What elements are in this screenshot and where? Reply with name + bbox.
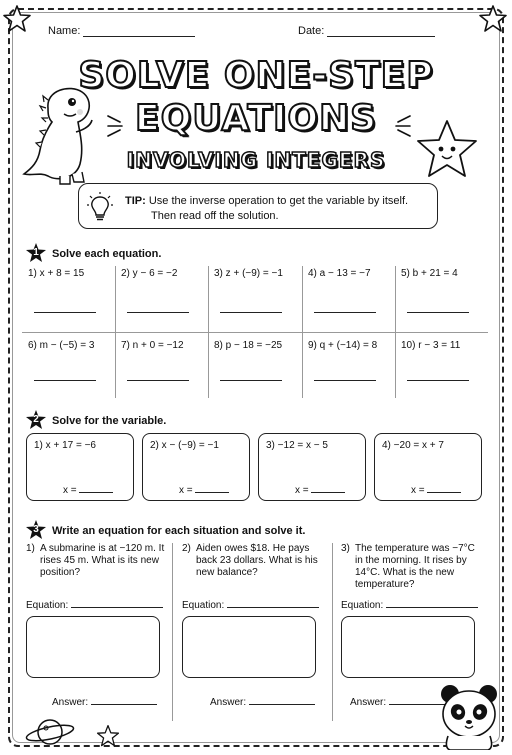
equation-cell bbox=[208, 338, 301, 404]
lightbulb-icon bbox=[87, 191, 113, 223]
section-1-number: 1 bbox=[33, 247, 39, 258]
equation-cell bbox=[22, 266, 115, 332]
name-label: Name: bbox=[48, 25, 81, 37]
title-line-3: INVOLVING INTEGERS bbox=[126, 148, 386, 172]
problem-text: The temperature was −7°C in the morning. It rises by 14°C. What is the new temperature? bbox=[355, 543, 475, 590]
equation-text: 8) p − 18 = −25 bbox=[214, 340, 283, 351]
answer-line[interactable] bbox=[34, 312, 96, 313]
variable-problem-box bbox=[26, 433, 134, 501]
equation-cell bbox=[115, 338, 208, 404]
equation-field[interactable] bbox=[26, 600, 163, 612]
answer-field[interactable] bbox=[210, 697, 315, 708]
answer-label: Answer: bbox=[210, 697, 247, 708]
equation-cell bbox=[395, 338, 488, 404]
equation-text: 3) −12 = x − 5 bbox=[266, 440, 328, 451]
variable-problem-box bbox=[142, 433, 250, 501]
star-character-icon bbox=[414, 118, 480, 182]
dinosaur-icon bbox=[18, 78, 110, 188]
equation-label: Equation: bbox=[341, 600, 384, 611]
section-2-number: 2 bbox=[33, 414, 39, 425]
answer-label: x = bbox=[63, 485, 77, 496]
work-box[interactable] bbox=[182, 616, 316, 678]
corner-star-icon bbox=[96, 724, 120, 748]
date-label: Date: bbox=[298, 25, 325, 37]
answer-label: Answer: bbox=[350, 697, 387, 708]
equation-cell bbox=[302, 266, 395, 332]
problem-text: A submarine is at −120 m. It rises 45 m. What is its new position? bbox=[40, 543, 165, 578]
equation-text: 9) q + (−14) = 8 bbox=[308, 340, 378, 351]
section-2-heading: Solve for the variable. bbox=[52, 415, 167, 427]
equation-field[interactable] bbox=[182, 600, 319, 612]
date-field[interactable] bbox=[298, 25, 435, 37]
grid-divider bbox=[22, 332, 488, 333]
tip-line-1: Use the inverse operation to get the variable by itself. bbox=[148, 195, 409, 207]
equation-text: 3) z + (−9) = −1 bbox=[214, 268, 283, 279]
equations-grid bbox=[22, 266, 488, 398]
equation-cell bbox=[22, 338, 115, 404]
answer-line[interactable] bbox=[220, 380, 282, 381]
equation-cell bbox=[115, 266, 208, 332]
answer-label: Answer: bbox=[52, 697, 89, 708]
answer-field[interactable] bbox=[411, 485, 461, 496]
equation-text: 10) r − 3 = 11 bbox=[401, 340, 461, 351]
answer-field[interactable] bbox=[52, 697, 157, 708]
equation-text: 2) x − (−9) = −1 bbox=[150, 440, 219, 451]
corner-star-icon bbox=[478, 4, 508, 34]
tip-box bbox=[78, 183, 438, 229]
equation-text: 1) x + 17 = −6 bbox=[34, 440, 96, 451]
sparkle-lines-icon bbox=[104, 112, 128, 140]
name-line[interactable] bbox=[83, 27, 195, 37]
section-2-number-badge bbox=[26, 410, 46, 430]
title-line-2: EQUATIONS bbox=[135, 98, 377, 139]
tip-text bbox=[125, 194, 435, 224]
equation-text: 7) n + 0 = −12 bbox=[121, 340, 184, 351]
equation-cell bbox=[395, 266, 488, 332]
equation-text: 4) −20 = x + 7 bbox=[382, 440, 444, 451]
column-divider bbox=[332, 543, 333, 721]
equation-label: Equation: bbox=[26, 600, 69, 611]
column-divider bbox=[172, 543, 173, 721]
equation-cell bbox=[208, 266, 301, 332]
answer-line[interactable] bbox=[127, 380, 189, 381]
section-3-number-badge bbox=[26, 520, 46, 540]
work-box[interactable] bbox=[341, 616, 475, 678]
answer-line[interactable] bbox=[127, 312, 189, 313]
section-3-heading: Write an equation for each situation and solve it. bbox=[52, 525, 306, 537]
problem-text: Aiden owes $18. He pays back 23 dollars. What is his new balance? bbox=[196, 543, 318, 578]
equation-text: 4) a − 13 = −7 bbox=[308, 268, 371, 279]
name-field[interactable] bbox=[48, 25, 195, 37]
section-1-number-badge bbox=[26, 243, 46, 263]
problem-number: 1) bbox=[26, 543, 35, 554]
sparkle-lines-icon bbox=[392, 112, 414, 140]
answer-field[interactable] bbox=[295, 485, 345, 496]
tip-label: TIP: bbox=[125, 195, 146, 207]
equation-text: 6) m − (−5) = 3 bbox=[28, 340, 95, 351]
problem-number: 3) bbox=[341, 543, 350, 554]
answer-line[interactable] bbox=[34, 380, 96, 381]
equation-label: Equation: bbox=[182, 600, 225, 611]
answer-label: x = bbox=[179, 485, 193, 496]
panda-icon bbox=[436, 682, 502, 750]
variable-problem-box bbox=[374, 433, 482, 501]
problem-number: 2) bbox=[182, 543, 191, 554]
title-line-1: SOLVE ONE-STEP bbox=[78, 55, 434, 96]
section-3-number: 3 bbox=[33, 524, 39, 535]
answer-field[interactable] bbox=[63, 485, 113, 496]
equation-cell bbox=[302, 338, 395, 404]
answer-line[interactable] bbox=[407, 380, 469, 381]
equation-text: 2) y − 6 = −2 bbox=[121, 268, 178, 279]
date-line[interactable] bbox=[327, 27, 435, 37]
planet-icon bbox=[24, 712, 78, 750]
answer-line[interactable] bbox=[220, 312, 282, 313]
variable-problem-box bbox=[258, 433, 366, 501]
tip-line-2: Then read off the solution. bbox=[151, 210, 279, 222]
answer-label: x = bbox=[411, 485, 425, 496]
equation-text: 5) b + 21 = 4 bbox=[401, 268, 458, 279]
answer-line[interactable] bbox=[314, 312, 376, 313]
equation-text: 1) x + 8 = 15 bbox=[28, 268, 85, 279]
corner-star-icon bbox=[2, 4, 32, 34]
answer-line[interactable] bbox=[407, 312, 469, 313]
equation-field[interactable] bbox=[341, 600, 478, 612]
answer-field[interactable] bbox=[179, 485, 229, 496]
section-1-heading: Solve each equation. bbox=[52, 248, 162, 260]
answer-label: x = bbox=[295, 485, 309, 496]
work-box[interactable] bbox=[26, 616, 160, 678]
answer-line[interactable] bbox=[314, 380, 376, 381]
